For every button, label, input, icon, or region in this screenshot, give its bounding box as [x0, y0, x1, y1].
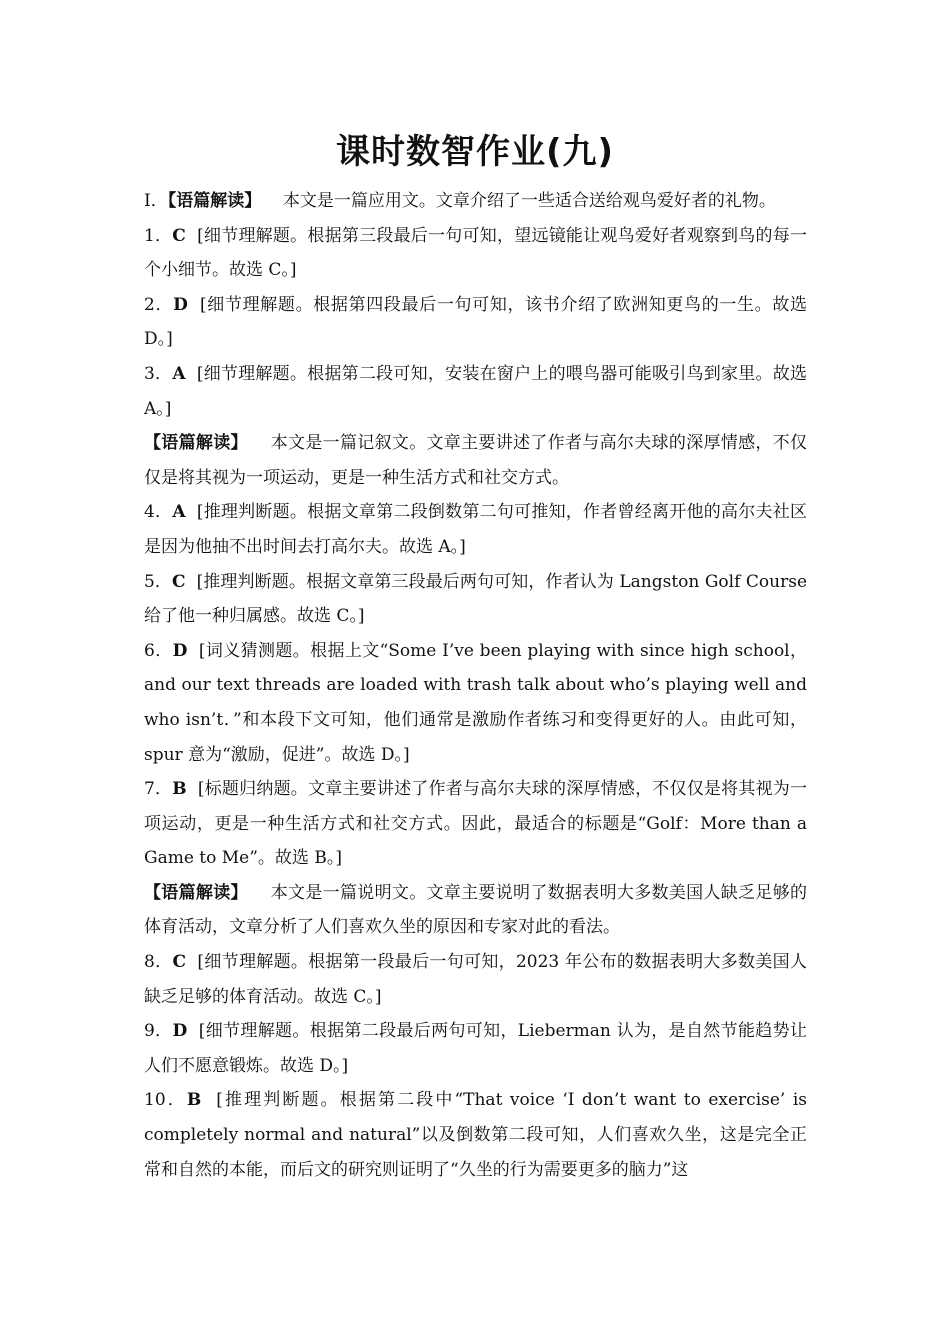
explanation-text: [推理判断题。根据第二段中“That voice ‘I don’t want to exercise’ is completely normal and natural”以及倒数第二段可知，人们喜欢久坐，这是完全正常和自然的本能，而后文的研究则证明了“久坐的行为需要更多的脑力”这 — [144, 1090, 807, 1180]
answer-item — [144, 357, 807, 426]
passage-summary — [144, 876, 807, 945]
question-number: 7． — [144, 779, 173, 800]
passage-tag: 【语篇解读】 — [144, 433, 248, 454]
answer-letter: C — [172, 225, 186, 246]
explanation-text: [细节理解题。根据第四段最后一句可知，该书介绍了欧洲知更鸟的一生。故选 D。] — [144, 294, 807, 350]
question-number: 8． — [144, 952, 173, 973]
passage-summary — [144, 184, 807, 219]
question-number: 4． — [144, 502, 173, 523]
answer-letter: A — [172, 363, 186, 384]
answer-letter: C — [172, 571, 186, 592]
section-marker: Ⅰ． — [144, 191, 168, 211]
answer-item — [144, 1014, 807, 1083]
explanation-text: [推理判断题。根据文章第二段倒数第二句可推知，作者曾经离开他的高尔夫社区是因为他抽不出时间去打高尔夫。故选 A。] — [144, 502, 807, 557]
answer-letter: D — [172, 1021, 188, 1042]
answer-content — [144, 184, 807, 1187]
explanation-text: [细节理解题。根据第二段可知，安装在窗户上的喂鸟器可能吸引鸟到家里。故选 A。] — [144, 363, 807, 419]
passage-summary — [144, 426, 807, 495]
answer-letter: B — [186, 1090, 202, 1111]
explanation-text: [细节理解题。根据第一段最后一句可知，2023 年公布的数据表明大多数美国人缺乏足够的体育活动。故选 C。] — [144, 952, 807, 1007]
answer-letter: D — [173, 294, 188, 315]
passage-tag: 【语篇解读】 — [144, 882, 248, 903]
question-number: 2． — [144, 294, 174, 315]
answer-item — [144, 495, 807, 564]
explanation-text: [标题归纳题。文章主要讲述了作者与高尔夫球的深厚情感，不仅仅是将其视为一项运动，更是一种生活方式和社交方式。因此，最适合的标题是“Golf：More than a Game to Me”。故选 B。] — [144, 779, 807, 869]
question-number: 6． — [144, 640, 173, 661]
question-number: 9． — [144, 1021, 173, 1042]
passage-text: 本文是一篇应用文。文章介绍了一些适合送给观鸟爱好者的礼物。 — [282, 191, 776, 211]
answer-item — [144, 1083, 807, 1187]
answer-letter: A — [172, 502, 186, 523]
answer-item — [144, 288, 807, 357]
explanation-text: [细节理解题。根据第二段最后两句可知，Lieberman 认为，是自然节能趋势让人们不愿意锻炼。故选 D。] — [144, 1021, 807, 1076]
page-title: 课时数智作业(九) — [335, 132, 615, 172]
passage-text: 本文是一篇说明文。文章主要说明了数据表明大多数美国人缺乏足够的体育活动，文章分析了人们喜欢久坐的原因和专家对此的看法。 — [144, 882, 807, 938]
passage-text: 本文是一篇记叙文。文章主要讲述了作者与高尔夫球的深厚情感，不仅仅是将其视为一项运动，更是一种生活方式和社交方式。 — [144, 433, 807, 488]
answer-letter: C — [172, 952, 186, 973]
answer-letter: D — [172, 640, 188, 661]
explanation-text: [推理判断题。根据文章第三段最后两句可知，作者认为 Langston Golf Course 给了他一种归属感。故选 C。] — [144, 571, 808, 627]
explanation-text: [词义猜测题。根据上文“Some I’ve been playing with since high school，and our text threads are loaded with trash talk about who’s playing well and who isn’t．”和本段下文可知，他们通常是激励作者练习和变得更好的人。由此可知，spur 意为“激励，促进”。故选 D。] — [144, 640, 807, 765]
answer-item — [144, 565, 807, 634]
question-number: 10． — [144, 1090, 187, 1111]
explanation-text: [细节理解题。根据第三段最后一句可知，望远镜能让观鸟爱好者观察到鸟的每一个小细节。故选 C。] — [144, 225, 807, 281]
passage-tag: 【语篇解读】 — [167, 191, 262, 211]
question-number: 5． — [144, 571, 173, 592]
answer-item — [144, 945, 807, 1014]
answer-letter: B — [172, 779, 187, 800]
answer-item — [144, 772, 807, 876]
question-number: 3． — [144, 363, 173, 384]
answer-item — [144, 634, 807, 772]
question-number: 1． — [144, 225, 173, 246]
answer-item — [144, 219, 807, 288]
